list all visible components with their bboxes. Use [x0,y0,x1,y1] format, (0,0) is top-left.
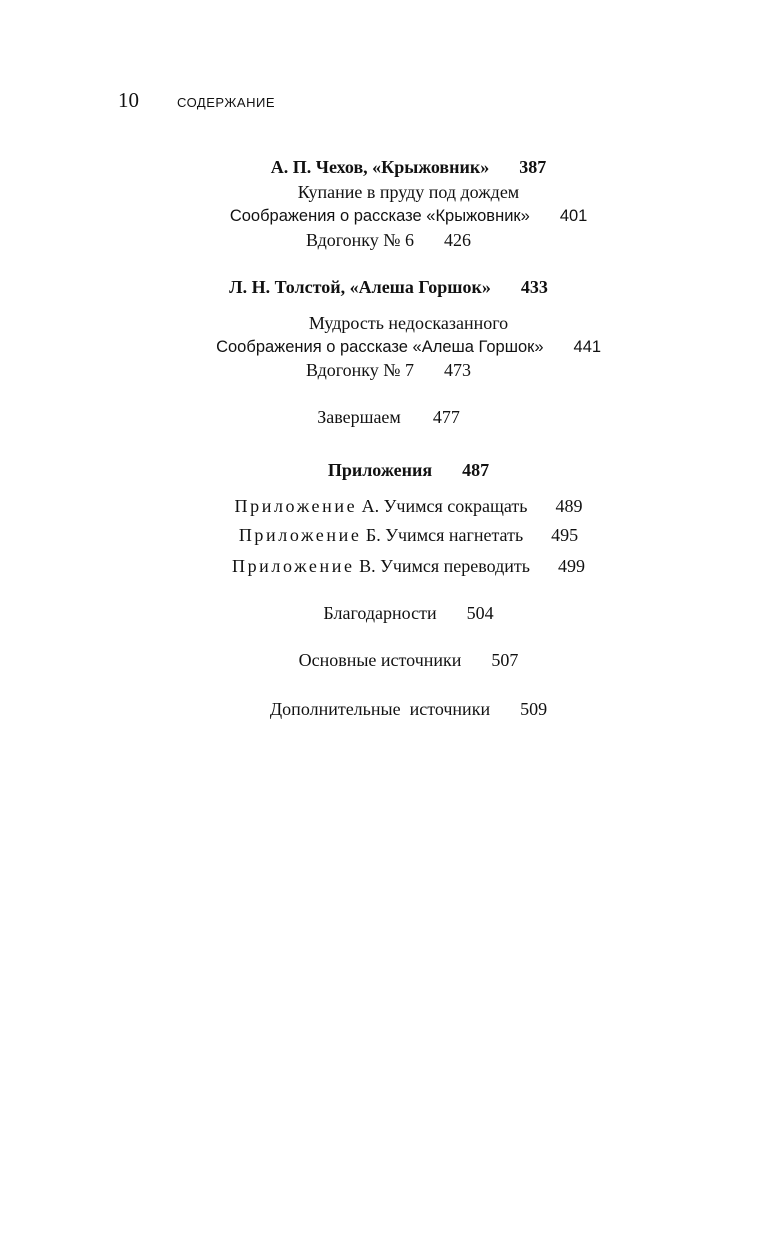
page-number: 10 [118,88,139,112]
toc-subentry-label: Приложение [231,556,355,576]
toc-subentry-followup-7 [0,334,768,382]
toc-subentry-title: Б. Учимся нагнетать [365,525,524,545]
toc-entry-ending [0,381,768,429]
toc-subentry-title: В. Учимся переводить [359,556,531,576]
toc-subentry-title: Вдогонку № 6 [306,230,414,250]
toc-subentry-title: Купание в пруду под дождем [297,182,520,202]
toc-subentry-title: Вдогонку № 7 [306,360,414,380]
toc-entry-page: 509 [520,699,548,719]
toc-subentry-title: А. Учимся сокращать [361,496,528,516]
toc-entry-title: Дополнительные источники [269,699,491,719]
toc-entry-title: Завершаем [317,407,401,427]
toc-subentry-page: 441 [573,338,602,356]
toc-entry-page: 433 [520,277,548,297]
toc-entry-page: 387 [519,157,547,177]
toc-entry-title: Основные источники [298,650,462,670]
toc-subentry-appendix-c [20,530,768,578]
toc-subentry-page: 489 [555,496,583,516]
toc-subentry-followup-6 [0,204,768,252]
toc-subentry-label: Приложение [234,496,358,516]
toc-entry-title: А. П. Чехов, «Крыжовник» [270,157,490,177]
toc-subentry-title: Соображения о рассказе «Алеша Горшок» [216,338,544,356]
toc-entry-extra-sources [20,673,768,721]
toc-entry-page: 507 [491,650,519,670]
toc-entry-page: 487 [462,460,490,480]
page-header [118,88,275,113]
toc-subentry-title: Мудрость недосказанного [308,313,509,333]
toc-entry-page: 504 [466,603,494,623]
toc-subentry-page: 426 [443,230,471,250]
toc-entry-title: Л. Н. Толстой, «Алеша Горшок» [229,277,491,297]
toc-subentry-page: 499 [558,556,586,576]
toc-entry-main-sources [20,624,768,672]
toc-entry-thanks [20,577,768,625]
toc-subentry-page: 473 [443,360,471,380]
toc-subentry-title: Соображения о рассказе «Крыжовник» [229,207,530,225]
toc-entry-title: Благодарности [323,603,437,623]
toc-subentry-page: 495 [551,525,579,545]
toc-entry-page: 477 [432,407,460,427]
toc-subentry-page: 401 [559,207,588,225]
toc-entry-title: Приложения [327,460,433,480]
running-title: СОДЕРЖАНИЕ [177,95,276,110]
toc-subentry-label: Приложение [238,525,362,545]
